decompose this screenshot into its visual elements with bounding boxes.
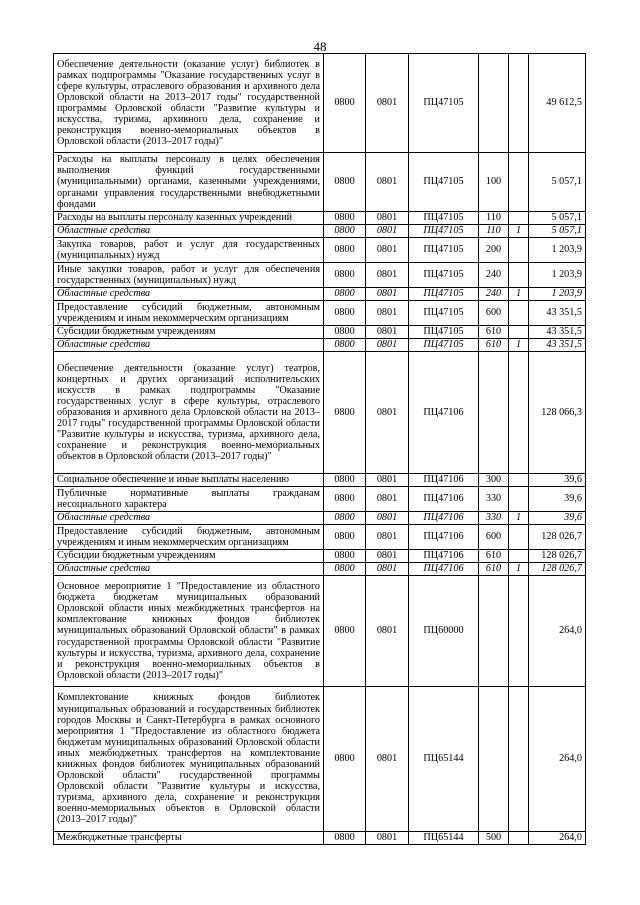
subsection-code-cell: 0801 bbox=[366, 487, 409, 512]
expense-type-cell bbox=[479, 687, 509, 832]
funding-source-cell bbox=[509, 54, 529, 153]
funding-source-cell bbox=[509, 301, 529, 326]
amount-cell: 5 057,1 bbox=[529, 153, 586, 212]
section-code-cell: 0800 bbox=[324, 238, 366, 263]
target-article-cell: ПЦ47105 bbox=[409, 301, 479, 326]
row-name-cell: Обеспечение деятельности (оказание услуг) библиотек в рамках подпрограммы "Оказание государственных услуг в сфере культуры, отраслевого образования и архивного дела Орловской области на 2013–2017 годы" государственной программы Орловской области "Развитие культуры и искусства, туризма, архивного дела, сохранение и реконструкция военно-мемориальных объектов в Орловской области (2013–2017 годы)" bbox=[54, 54, 324, 153]
budget-table bbox=[53, 53, 586, 845]
expense-type-cell: 110 bbox=[479, 212, 509, 225]
section-code-cell: 0800 bbox=[324, 474, 366, 487]
section-code-cell: 0800 bbox=[324, 54, 366, 153]
row-name-cell: Областные средства bbox=[54, 512, 324, 525]
expense-type-cell: 330 bbox=[479, 512, 509, 525]
funding-source-cell bbox=[509, 487, 529, 512]
target-article-cell: ПЦ65144 bbox=[409, 832, 479, 845]
table-row bbox=[54, 487, 586, 512]
row-name-cell: Обеспечение деятельности (оказание услуг) театров, концертных и других организаций исполнительских искусств в рамках подпрограммы "Оказание государственных услуг в сфере культуры, отраслевого образования и архивного дела Орловской области на 2013–2017 годы" государственной программы Орловской области "Развитие культуры и искусства, туризма, архивного дела, сохранение и реконструкция военно-мемориальных объектов в Орловской области (2013–2017 годы)" bbox=[54, 352, 324, 474]
funding-source-cell: 1 bbox=[509, 225, 529, 238]
funding-source-cell bbox=[509, 263, 529, 288]
funding-source-cell bbox=[509, 550, 529, 563]
subsection-code-cell: 0801 bbox=[366, 288, 409, 301]
funding-source-cell: 1 bbox=[509, 339, 529, 352]
row-name-cell: Областные средства bbox=[54, 225, 324, 238]
table-row bbox=[54, 326, 586, 339]
section-code-cell: 0800 bbox=[324, 687, 366, 832]
row-name-cell: Основное мероприятие 1 "Предоставление из областного бюджета бюджетам муниципальных образований Орловской области иных межбюджетных трансфертов на комплектование книжных фондов библиотек муниципальных образований Орловской области" в рамках государственной программы Орловской области "Развитие культуры и искусства, туризма, архивного дела, сохранение и реконструкция военно-мемориальных объектов в Орловской области (2013–2017 годы)" bbox=[54, 576, 324, 687]
funding-source-cell bbox=[509, 212, 529, 225]
target-article-cell: ПЦ47105 bbox=[409, 54, 479, 153]
target-article-cell: ПЦ47105 bbox=[409, 238, 479, 263]
amount-cell: 1 203,9 bbox=[529, 263, 586, 288]
row-name-cell: Областные средства bbox=[54, 339, 324, 352]
section-code-cell: 0800 bbox=[324, 153, 366, 212]
table-row bbox=[54, 687, 586, 832]
budget-table-body bbox=[54, 54, 586, 845]
row-name-cell: Предоставление субсидий бюджетным, автономным учреждениям и иным некоммерческим организациям bbox=[54, 525, 324, 550]
page-number: 48 bbox=[313, 39, 327, 54]
expense-type-cell: 240 bbox=[479, 288, 509, 301]
row-name-cell: Субсидии бюджетным учреждениям bbox=[54, 550, 324, 563]
subsection-code-cell: 0801 bbox=[366, 832, 409, 845]
target-article-cell: ПЦ47105 bbox=[409, 263, 479, 288]
row-name-cell: Субсидии бюджетным учреждениям bbox=[54, 326, 324, 339]
funding-source-cell bbox=[509, 832, 529, 845]
amount-cell: 128 066,3 bbox=[529, 352, 586, 474]
section-code-cell: 0800 bbox=[324, 576, 366, 687]
funding-source-cell bbox=[509, 687, 529, 832]
table-row bbox=[54, 525, 586, 550]
amount-cell: 264,0 bbox=[529, 576, 586, 687]
amount-cell: 43 351,5 bbox=[529, 339, 586, 352]
table-row bbox=[54, 576, 586, 687]
amount-cell: 39,6 bbox=[529, 512, 586, 525]
subsection-code-cell: 0801 bbox=[366, 474, 409, 487]
target-article-cell: ПЦ47105 bbox=[409, 153, 479, 212]
amount-cell: 39,6 bbox=[529, 487, 586, 512]
funding-source-cell bbox=[509, 153, 529, 212]
amount-cell: 39,6 bbox=[529, 474, 586, 487]
amount-cell: 49 612,5 bbox=[529, 54, 586, 153]
target-article-cell: ПЦ47105 bbox=[409, 339, 479, 352]
expense-type-cell: 330 bbox=[479, 487, 509, 512]
target-article-cell: ПЦ65144 bbox=[409, 687, 479, 832]
section-code-cell: 0800 bbox=[324, 263, 366, 288]
expense-type-cell: 500 bbox=[479, 832, 509, 845]
subsection-code-cell: 0801 bbox=[366, 576, 409, 687]
row-name-cell: Социальное обеспечение и иные выплаты населению bbox=[54, 474, 324, 487]
section-code-cell: 0800 bbox=[324, 550, 366, 563]
table-row bbox=[54, 339, 586, 352]
expense-type-cell: 610 bbox=[479, 550, 509, 563]
table-row bbox=[54, 153, 586, 212]
subsection-code-cell: 0801 bbox=[366, 512, 409, 525]
subsection-code-cell: 0801 bbox=[366, 550, 409, 563]
table-row bbox=[54, 225, 586, 238]
subsection-code-cell: 0801 bbox=[366, 238, 409, 263]
funding-source-cell bbox=[509, 576, 529, 687]
table-row bbox=[54, 238, 586, 263]
target-article-cell: ПЦ47105 bbox=[409, 288, 479, 301]
row-name-cell: Областные средства bbox=[54, 563, 324, 576]
row-name-cell: Расходы на выплаты персоналу казенных учреждений bbox=[54, 212, 324, 225]
table-row bbox=[54, 54, 586, 153]
section-code-cell: 0800 bbox=[324, 832, 366, 845]
table-row bbox=[54, 550, 586, 563]
subsection-code-cell: 0801 bbox=[366, 326, 409, 339]
target-article-cell: ПЦ47106 bbox=[409, 525, 479, 550]
target-article-cell: ПЦ60000 bbox=[409, 576, 479, 687]
expense-type-cell bbox=[479, 352, 509, 474]
target-article-cell: ПЦ47106 bbox=[409, 487, 479, 512]
expense-type-cell: 610 bbox=[479, 339, 509, 352]
expense-type-cell bbox=[479, 54, 509, 153]
amount-cell: 5 057,1 bbox=[529, 212, 586, 225]
expense-type-cell: 610 bbox=[479, 326, 509, 339]
amount-cell: 1 203,9 bbox=[529, 288, 586, 301]
target-article-cell: ПЦ47106 bbox=[409, 352, 479, 474]
section-code-cell: 0800 bbox=[324, 212, 366, 225]
amount-cell: 128 026,7 bbox=[529, 563, 586, 576]
expense-type-cell: 610 bbox=[479, 563, 509, 576]
amount-cell: 43 351,5 bbox=[529, 326, 586, 339]
target-article-cell: ПЦ47105 bbox=[409, 225, 479, 238]
funding-source-cell bbox=[509, 474, 529, 487]
section-code-cell: 0800 bbox=[324, 487, 366, 512]
amount-cell: 128 026,7 bbox=[529, 525, 586, 550]
row-name-cell: Публичные нормативные выплаты гражданам несоциального характера bbox=[54, 487, 324, 512]
row-name-cell: Областные средства bbox=[54, 288, 324, 301]
amount-cell: 43 351,5 bbox=[529, 301, 586, 326]
row-name-cell: Межбюджетные трансферты bbox=[54, 832, 324, 845]
subsection-code-cell: 0801 bbox=[366, 212, 409, 225]
subsection-code-cell: 0801 bbox=[366, 153, 409, 212]
section-code-cell: 0800 bbox=[324, 326, 366, 339]
row-name-cell: Закупка товаров, работ и услуг для государственных (муниципальных) нужд bbox=[54, 238, 324, 263]
amount-cell: 5 057,1 bbox=[529, 225, 586, 238]
table-row bbox=[54, 512, 586, 525]
table-row bbox=[54, 474, 586, 487]
expense-type-cell: 600 bbox=[479, 525, 509, 550]
amount-cell: 128 026,7 bbox=[529, 550, 586, 563]
subsection-code-cell: 0801 bbox=[366, 352, 409, 474]
target-article-cell: ПЦ47106 bbox=[409, 563, 479, 576]
expense-type-cell: 100 bbox=[479, 153, 509, 212]
expense-type-cell: 600 bbox=[479, 301, 509, 326]
table-row bbox=[54, 212, 586, 225]
subsection-code-cell: 0801 bbox=[366, 339, 409, 352]
section-code-cell: 0800 bbox=[324, 563, 366, 576]
funding-source-cell: 1 bbox=[509, 512, 529, 525]
row-name-cell: Комплектование книжных фондов библиотек муниципальных образований и государственных библиотек городов Москвы и Санкт-Петербурга в рамках основного мероприятия 1 "Предоставление из областного бюджета бюджетам муниципальных образований Орловской области иных межбюджетных трансфертов на комплектование книжных фондов библиотек муниципальных образований Орловской области" государственной программы Орловской области "Развитие культуры и искусства, туризма, архивного дела, сохранение и реконструкция военно-мемориальных объектов в Орловской области (2013–2017 годы)" bbox=[54, 687, 324, 832]
row-name-cell: Расходы на выплаты персоналу в целях обеспечения выполнения функций государственными (муниципальными) органами, казенными учреждениями, органами управления государственными внебюджетными фондами bbox=[54, 153, 324, 212]
target-article-cell: ПЦ47106 bbox=[409, 550, 479, 563]
section-code-cell: 0800 bbox=[324, 339, 366, 352]
table-row bbox=[54, 352, 586, 474]
subsection-code-cell: 0801 bbox=[366, 54, 409, 153]
expense-type-cell bbox=[479, 576, 509, 687]
table-row bbox=[54, 288, 586, 301]
subsection-code-cell: 0801 bbox=[366, 263, 409, 288]
table-row bbox=[54, 263, 586, 288]
funding-source-cell bbox=[509, 238, 529, 263]
amount-cell: 1 203,9 bbox=[529, 238, 586, 263]
expense-type-cell: 200 bbox=[479, 238, 509, 263]
expense-type-cell: 240 bbox=[479, 263, 509, 288]
subsection-code-cell: 0801 bbox=[366, 687, 409, 832]
subsection-code-cell: 0801 bbox=[366, 225, 409, 238]
funding-source-cell bbox=[509, 352, 529, 474]
amount-cell: 264,0 bbox=[529, 832, 586, 845]
target-article-cell: ПЦ47105 bbox=[409, 212, 479, 225]
funding-source-cell: 1 bbox=[509, 563, 529, 576]
funding-source-cell: 1 bbox=[509, 288, 529, 301]
amount-cell: 264,0 bbox=[529, 687, 586, 832]
table-row bbox=[54, 832, 586, 845]
section-code-cell: 0800 bbox=[324, 512, 366, 525]
subsection-code-cell: 0801 bbox=[366, 525, 409, 550]
funding-source-cell bbox=[509, 326, 529, 339]
table-row bbox=[54, 563, 586, 576]
target-article-cell: ПЦ47105 bbox=[409, 326, 479, 339]
section-code-cell: 0800 bbox=[324, 301, 366, 326]
table-row bbox=[54, 301, 586, 326]
target-article-cell: ПЦ47106 bbox=[409, 512, 479, 525]
row-name-cell: Предоставление субсидий бюджетным, автономным учреждениям и иным некоммерческим организациям bbox=[54, 301, 324, 326]
section-code-cell: 0800 bbox=[324, 288, 366, 301]
subsection-code-cell: 0801 bbox=[366, 301, 409, 326]
section-code-cell: 0800 bbox=[324, 525, 366, 550]
expense-type-cell: 300 bbox=[479, 474, 509, 487]
section-code-cell: 0800 bbox=[324, 225, 366, 238]
section-code-cell: 0800 bbox=[324, 352, 366, 474]
row-name-cell: Иные закупки товаров, работ и услуг для обеспечения государственных (муниципальных) нужд bbox=[54, 263, 324, 288]
expense-type-cell: 110 bbox=[479, 225, 509, 238]
subsection-code-cell: 0801 bbox=[366, 563, 409, 576]
target-article-cell: ПЦ47106 bbox=[409, 474, 479, 487]
funding-source-cell bbox=[509, 525, 529, 550]
